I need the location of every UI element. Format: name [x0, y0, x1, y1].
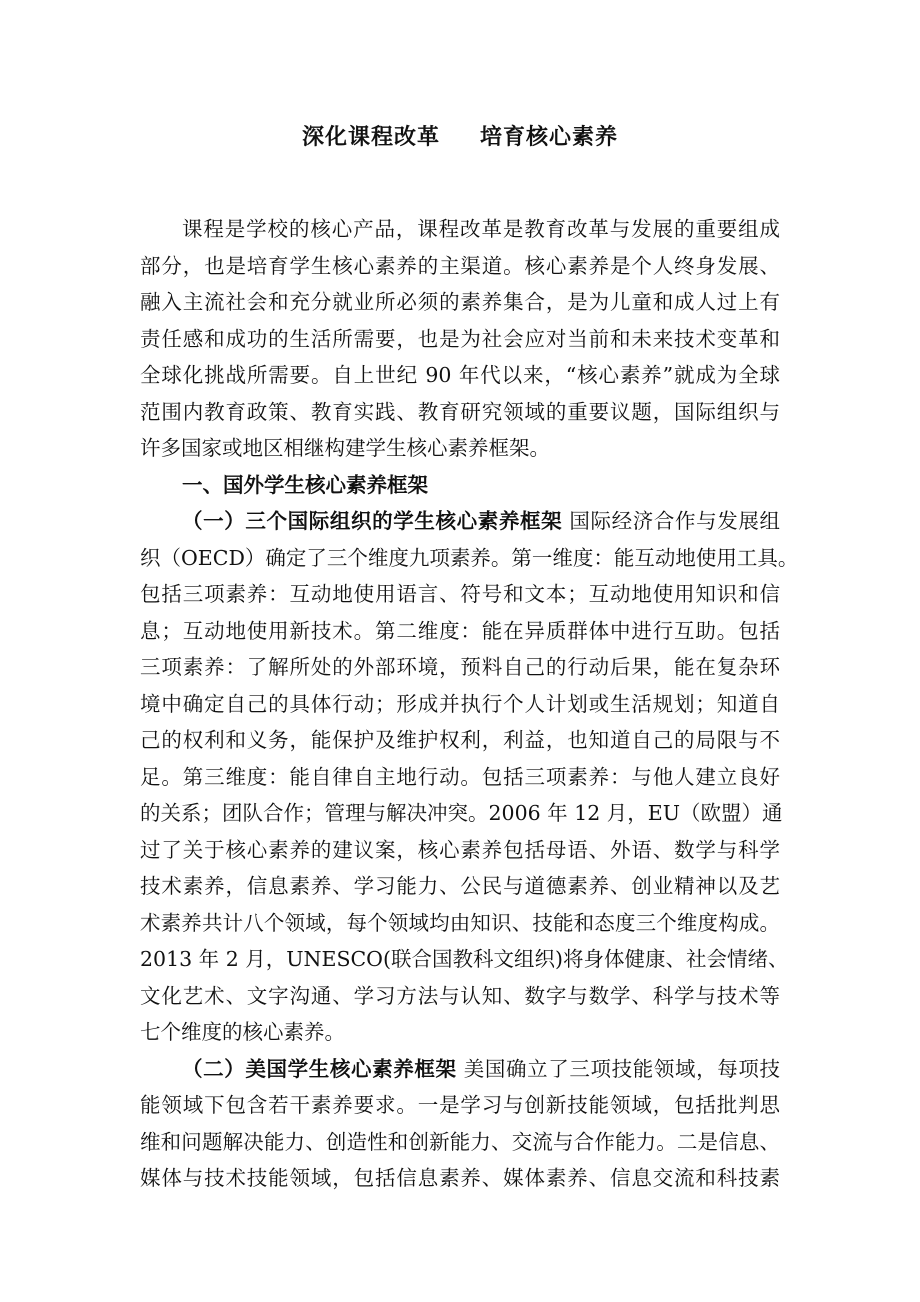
text-line	[140, 649, 780, 686]
text-line	[140, 1124, 780, 1161]
text-line	[140, 978, 780, 1015]
text-line	[140, 576, 780, 613]
line-text: 责任感和成功的生活所需要，也是为社会应对当前和未来技术变革和	[140, 326, 780, 351]
line-text: 美国确立了三项技能领域，每项技	[456, 1056, 781, 1081]
title-part-2: 培育核心素养	[480, 124, 619, 150]
line-text: 部分，也是培育学生核心素养的主渠道。核心素养是个人终身发展、	[140, 253, 780, 278]
line-text: 课程是学校的核心产品，课程改革是教育改革与发展的重要组成	[182, 217, 780, 241]
line-text: 国际经济合作与发展组	[562, 509, 780, 533]
line-text: 己的权利和义务，能保护及维护权利，利益，也知道自己的局限与不	[140, 728, 780, 752]
subsection-heading: （二）美国学生核心素养框架	[182, 1056, 457, 1081]
text-line	[140, 832, 780, 869]
text-line	[140, 284, 780, 321]
line-text: 过了关于核心素养的建议案，核心素养包括母语、外语、数学与科学	[140, 837, 780, 862]
text-line	[140, 211, 780, 248]
text-line	[140, 503, 780, 540]
line-text: 2013 年 2 月，UNESCO(联合国教科文组织)将身体健康、社会情绪、	[140, 947, 789, 971]
line-text: 融入主流社会和充分就业所必须的素养集合，是为儿童和成人过上有	[140, 290, 780, 314]
line-text: 三项素养：了解所处的外部环境，预料自己的行动后果，能在复杂环	[140, 655, 780, 679]
document-body	[140, 211, 799, 1197]
line-text: 织（OECD）确定了三个维度九项素养。第一维度：能互动地使用工具。	[140, 545, 799, 570]
text-line	[140, 613, 780, 650]
document-title	[0, 120, 920, 151]
subsection-heading: （一）三个国际组织的学生核心素养框架	[182, 509, 563, 533]
text-line	[140, 905, 780, 942]
text-line	[140, 1014, 780, 1051]
text-line	[140, 868, 780, 905]
line-text: 境中确定自己的具体行动；形成并执行个人计划或生活规划；知道自	[140, 691, 780, 716]
line-text: 文化艺术、文字沟通、学习方法与认知、数字与数学、科学与技术等	[140, 983, 780, 1008]
line-text: 足。第三维度：能自律自主地行动。包括三项素养：与他人建立良好	[140, 764, 780, 789]
title-part-1: 深化课程改革	[301, 124, 440, 150]
line-text: 技术素养，信息素养、学习能力、公民与道德素养、创业精神以及艺	[140, 874, 780, 898]
line-text: 许多国家或地区相继构建学生核心素养框架。	[140, 436, 550, 460]
line-text: 七个维度的核心素养。	[140, 1020, 345, 1044]
text-line	[140, 248, 780, 285]
text-line	[140, 321, 780, 358]
line-text: 息；互动地使用新技术。第二维度：能在异质群体中进行互助。包括	[140, 618, 780, 643]
text-line	[140, 540, 799, 577]
text-line	[140, 1160, 780, 1197]
text-line	[140, 394, 780, 431]
line-text: 术素养共计八个领域，每个领域均由知识、技能和态度三个维度构成。	[140, 910, 780, 935]
line-text: 的关系；团队合作；管理与解决冲突。2006 年 12 月，EU（欧盟）通	[140, 801, 783, 825]
line-text: 包括三项素养：互动地使用语言、符号和文本；互动地使用知识和信	[140, 582, 780, 606]
text-line	[140, 941, 789, 978]
section-heading	[140, 467, 780, 504]
text-line	[140, 759, 780, 796]
text-line	[140, 686, 780, 723]
text-line	[140, 722, 780, 759]
text-line	[140, 1087, 780, 1124]
line-text: 一、国外学生核心素养框架	[182, 472, 428, 497]
text-line	[140, 357, 780, 394]
text-line	[140, 430, 780, 467]
line-text: 全球化挑战所需要。自上世纪 90 年代以来，“核心素养”就成为全球	[140, 363, 780, 387]
line-text: 能领域下包含若干素养要求。一是学习与创新技能领域，包括批判思	[140, 1093, 780, 1117]
text-line	[140, 795, 783, 832]
text-line	[140, 1051, 780, 1088]
line-text: 维和问题解决能力、创造性和创新能力、交流与合作能力。二是信息、	[140, 1129, 780, 1154]
line-text: 媒体与技术技能领域，包括信息素养、媒体素养、信息交流和科技素	[140, 1166, 780, 1190]
line-text: 范围内教育政策、教育实践、教育研究领域的重要议题，国际组织与	[140, 399, 780, 424]
